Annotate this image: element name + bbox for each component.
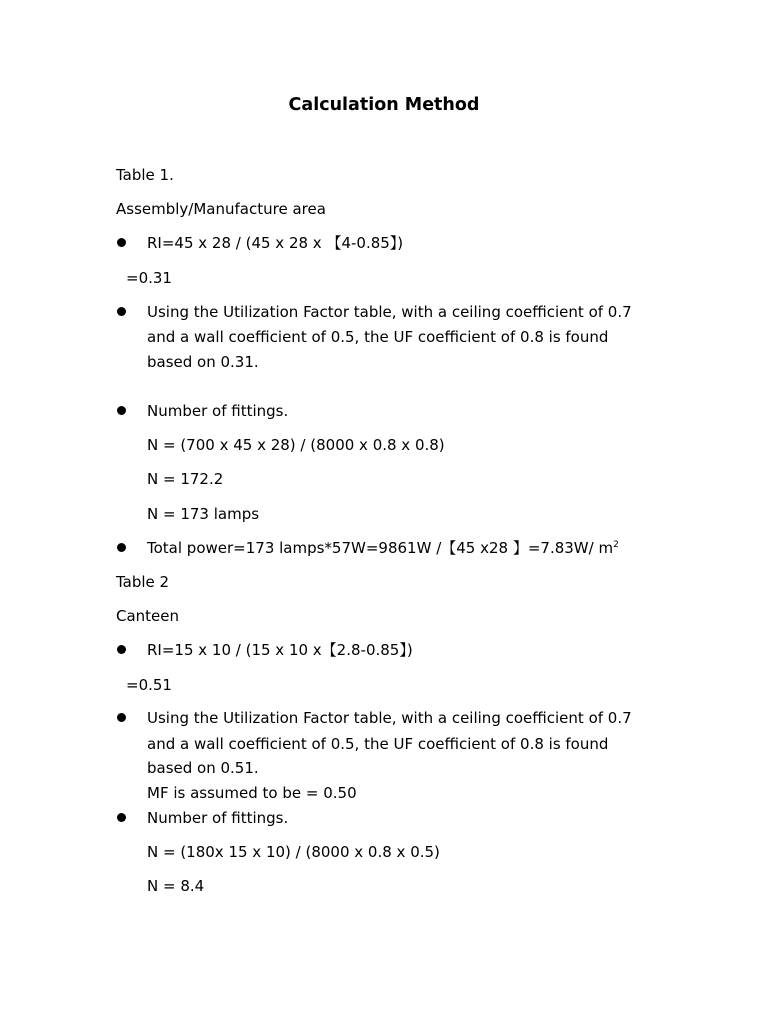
table2-mf-line: MF is assumed to be = 0.50	[147, 784, 357, 802]
table1-area: Assembly/Manufacture area	[116, 200, 326, 218]
table2-fittings-heading: Number of fittings.	[147, 809, 289, 827]
table1-n-lamps: N = 173 lamps	[147, 505, 260, 523]
bullet-icon	[117, 813, 126, 822]
table1-n-value: N = 172.2	[147, 470, 224, 488]
table1-n-formula: N = (700 x 45 x 28) / (8000 x 0.8 x 0.8)	[147, 436, 445, 454]
table1-label: Table 1.	[116, 166, 174, 184]
table1-total-power	[147, 538, 619, 558]
squared-superscript: 2	[613, 540, 619, 550]
table1-total-power-text: Total power=173 lamps*57W=9861W /【45 x28 】=7.83W/ m	[147, 539, 614, 557]
table2-label: Table 2	[116, 573, 170, 591]
bullet-icon	[117, 543, 126, 552]
table1-uf-line-3: based on 0.31.	[147, 353, 259, 371]
table1-fittings-heading: Number of fittings.	[147, 402, 289, 420]
bullet-icon	[117, 406, 126, 415]
bullet-icon	[117, 307, 126, 316]
table2-area: Canteen	[116, 607, 180, 625]
table2-uf-line-2: and a wall coefficient of 0.5, the UF coefficient of 0.8 is found	[147, 735, 609, 753]
table2-ri-formula: RI=15 x 10 / (15 x 10 x【2.8-0.85】)	[147, 641, 413, 659]
table1-ri-result: =0.31	[126, 269, 172, 287]
table2-ri-result: =0.51	[126, 676, 172, 694]
table2-uf-line-3: based on 0.51.	[147, 759, 259, 777]
table1-uf-line-2: and a wall coefficient of 0.5, the UF coefficient of 0.8 is found	[147, 328, 609, 346]
bullet-icon	[117, 713, 126, 722]
table1-uf-line-1: Using the Utilization Factor table, with a ceiling coefficient of 0.7	[147, 303, 632, 321]
table2-uf-line-1: Using the Utilization Factor table, with a ceiling coefficient of 0.7	[147, 709, 632, 727]
page-title: Calculation Method	[288, 95, 480, 115]
table1-ri-formula: RI=45 x 28 / (45 x 28 x 【4-0.85】)	[147, 234, 404, 252]
bullet-icon	[117, 238, 126, 247]
table2-n-formula: N = (180x 15 x 10) / (8000 x 0.8 x 0.5)	[147, 843, 440, 861]
bullet-icon	[117, 645, 126, 654]
table2-n-value: N = 8.4	[147, 877, 205, 895]
